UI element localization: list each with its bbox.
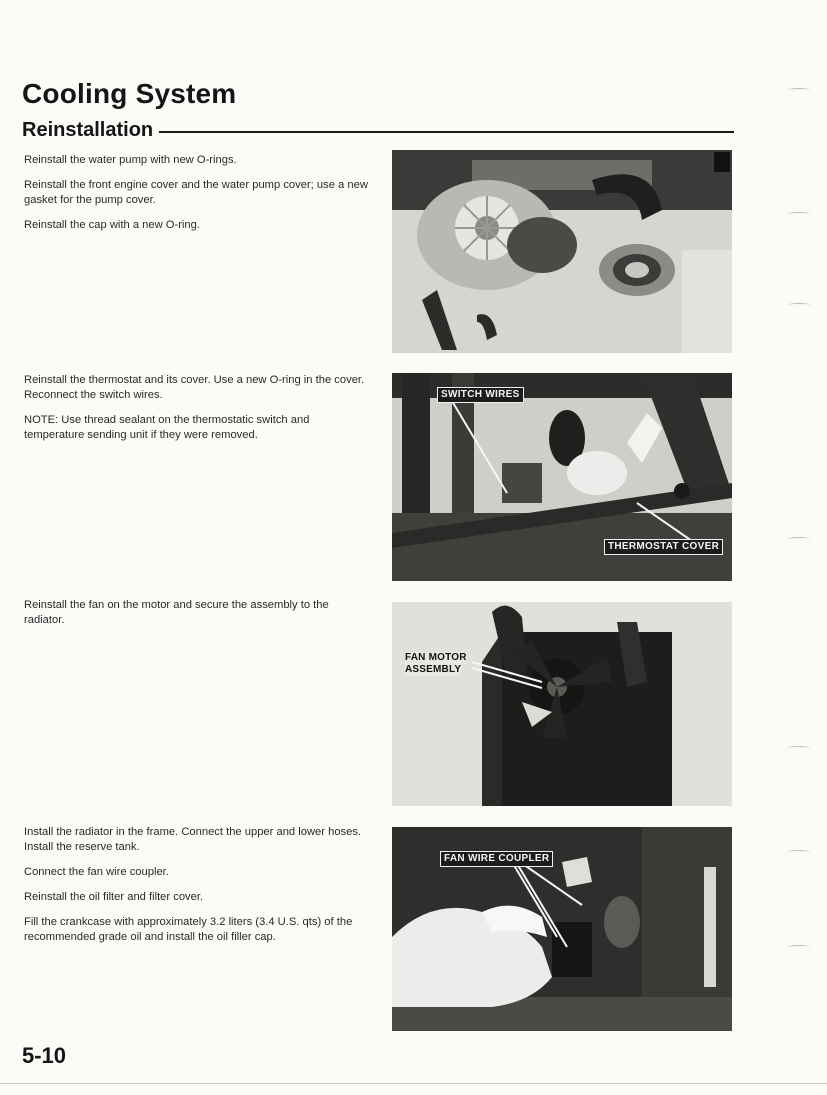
- section-heading-row: [22, 116, 734, 144]
- instructions-water-pump: [24, 153, 369, 243]
- photo-thermostat: [392, 373, 732, 581]
- heading-rule: [159, 131, 734, 133]
- callout-fan-wire-coupler: FAN WIRE COUPLER: [440, 851, 553, 867]
- instruction-paragraph: Connect the fan wire coupler.: [24, 866, 169, 878]
- callout-fan-motor: FAN MOTOR: [405, 652, 467, 663]
- edge-mark: [788, 88, 810, 92]
- instruction-note: NOTE: Use thread sealant on the thermostatic switch and temperature sending unit if they were removed.: [24, 414, 310, 441]
- instructions-thermostat: [24, 373, 369, 453]
- page-title: Cooling System: [22, 78, 237, 109]
- instruction-paragraph: Reinstall the thermostat and its cover. Use a new O-ring in the cover. Reconnect the switch wires.: [24, 374, 365, 401]
- instruction-paragraph: Reinstall the front engine cover and the water pump cover; use a new gasket for the pump cover.: [24, 179, 368, 206]
- page-number: 5-10: [22, 1043, 67, 1068]
- instruction-paragraph: Reinstall the water pump with new O-rings.: [24, 154, 237, 166]
- instruction-paragraph: Reinstall the cap with a new O-ring.: [24, 219, 200, 231]
- fan-motor-illustration: [392, 602, 732, 806]
- edge-mark: [788, 537, 810, 541]
- callout-switch-wires: SWITCH WIRES: [437, 387, 524, 403]
- callout-thermostat-cover: THERMOSTAT COVER: [604, 539, 723, 555]
- edge-mark: [788, 303, 810, 307]
- instruction-paragraph: Reinstall the oil filter and filter cover.: [24, 891, 204, 903]
- instruction-paragraph: Install the radiator in the frame. Connect the upper and lower hoses. Install the reserve tank.: [24, 826, 362, 853]
- instructions-fan: [24, 598, 369, 638]
- edge-mark: [788, 945, 810, 949]
- edge-mark: [788, 850, 810, 854]
- edge-mark: [788, 746, 810, 750]
- section-heading: Reinstallation: [22, 118, 154, 141]
- page-bottom-rule: [0, 1083, 827, 1084]
- instruction-paragraph: Reinstall the fan on the motor and secure the assembly to the radiator.: [24, 599, 329, 626]
- callout-assembly: ASSEMBLY: [405, 664, 462, 675]
- instruction-paragraph: Fill the crankcase with approximately 3.2 liters (3.4 U.S. qts) of the recommended grade oil and install the oil filler cap.: [24, 916, 353, 943]
- instructions-radiator: [24, 825, 369, 955]
- water-pump-illustration: [392, 150, 732, 353]
- photo-fan-wire-coupler: [392, 827, 732, 1031]
- photo-water-pump: [392, 150, 732, 353]
- edge-mark: [788, 212, 810, 216]
- photo-fan-motor: [392, 602, 732, 806]
